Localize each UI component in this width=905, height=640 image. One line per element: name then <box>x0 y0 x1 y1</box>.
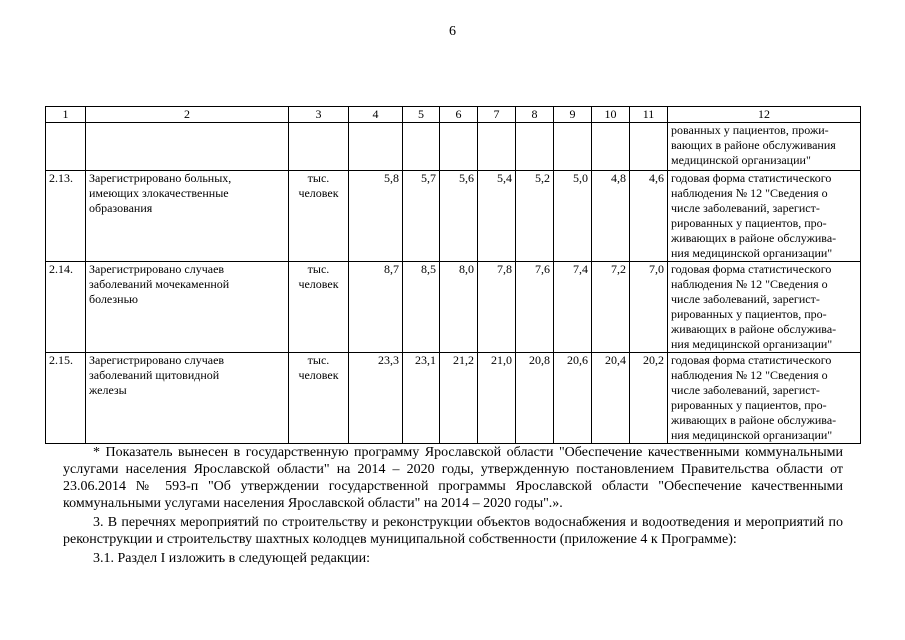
paragraph-3-1: 3.1. Раздел I изложить в следующей редакции: <box>93 551 371 566</box>
value-cell <box>440 123 478 171</box>
row-number-cell: 2.13. <box>46 171 86 262</box>
table-row <box>46 262 861 353</box>
column-header: 5 <box>403 107 440 123</box>
unit-cell <box>289 123 349 171</box>
indicators-table <box>45 106 861 444</box>
value-cell: 8,5 <box>403 262 440 353</box>
row-number-cell: 2.14. <box>46 262 86 353</box>
value-cell <box>403 123 440 171</box>
notes-block <box>63 444 843 567</box>
indicator-name-cell: Зарегистрировано больных, имеющих злокачественные образования <box>86 171 289 262</box>
column-header: 12 <box>668 107 861 123</box>
footnote: * Показатель вынесен в государственную программу Ярославской области "Обеспечение качественными коммунальными услугами населения Ярославской области" на 2014 – 2020 годы, утвержденную постановлением Правительства области от 23.06.2014 № 593-п "Об утверждении государственной программы Ярославской области "Обеспечение качественными коммунальными услугами населения Ярославской области" на 2014 – 2020 годы".». <box>63 445 843 511</box>
value-cell: 7,6 <box>516 262 554 353</box>
value-cell: 20,4 <box>592 353 630 444</box>
indicator-name-cell: Зарегистрировано случаев заболеваний мочекаменной болезнью <box>86 262 289 353</box>
column-header: 1 <box>46 107 86 123</box>
value-cell: 5,0 <box>554 171 592 262</box>
column-header: 11 <box>630 107 668 123</box>
value-cell: 21,0 <box>478 353 516 444</box>
column-header: 8 <box>516 107 554 123</box>
source-cell: годовая форма статистического наблюдения № 12 "Сведения о числе заболеваний, зарегист- рированных у пациентов, про- живающих в районе обслужива- ния медицинской организации" <box>668 353 861 444</box>
value-cell: 7,0 <box>630 262 668 353</box>
value-cell <box>478 123 516 171</box>
value-cell: 23,1 <box>403 353 440 444</box>
source-cell: годовая форма статистического наблюдения № 12 "Сведения о числе заболеваний, зарегист- рированных у пациентов, про- живающих в районе обслужива- ния медицинской организации" <box>668 262 861 353</box>
unit-cell: тыс. человек <box>289 171 349 262</box>
value-cell: 5,6 <box>440 171 478 262</box>
value-cell: 5,8 <box>349 171 403 262</box>
column-header: 9 <box>554 107 592 123</box>
value-cell: 5,7 <box>403 171 440 262</box>
value-cell: 8,0 <box>440 262 478 353</box>
value-cell: 7,8 <box>478 262 516 353</box>
value-cell: 7,4 <box>554 262 592 353</box>
column-header: 7 <box>478 107 516 123</box>
row-number-cell: 2.15. <box>46 353 86 444</box>
value-cell: 4,8 <box>592 171 630 262</box>
unit-cell: тыс. человек <box>289 262 349 353</box>
column-header: 6 <box>440 107 478 123</box>
value-cell: 4,6 <box>630 171 668 262</box>
indicator-name-cell <box>86 123 289 171</box>
page-number: 6 <box>449 24 456 39</box>
indicator-name-cell: Зарегистрировано случаев заболеваний щитовидной железы <box>86 353 289 444</box>
value-cell: 5,2 <box>516 171 554 262</box>
value-cell: 20,2 <box>630 353 668 444</box>
value-cell: 20,6 <box>554 353 592 444</box>
column-header: 4 <box>349 107 403 123</box>
row-number-cell <box>46 123 86 171</box>
value-cell: 20,8 <box>516 353 554 444</box>
column-header: 10 <box>592 107 630 123</box>
source-cell: годовая форма статистического наблюдения № 12 "Сведения о числе заболеваний, зарегист- рированных у пациентов, про- живающих в районе обслужива- ния медицинской организации" <box>668 171 861 262</box>
column-header: 3 <box>289 107 349 123</box>
table-header-row <box>46 107 861 123</box>
table-row <box>46 171 861 262</box>
value-cell: 23,3 <box>349 353 403 444</box>
value-cell <box>349 123 403 171</box>
table-row <box>46 123 861 171</box>
value-cell <box>592 123 630 171</box>
value-cell: 8,7 <box>349 262 403 353</box>
value-cell: 7,2 <box>592 262 630 353</box>
value-cell <box>554 123 592 171</box>
source-cell: рованных у пациентов, прожи- вающих в районе обслуживания медицинской организации" <box>668 123 861 171</box>
paragraph-3: 3. В перечнях мероприятий по строительству и реконструкции объектов водоснабжения и водоотведения и мероприятий по реконструкции и строительству шахтных колодцев муниципальной собственности (приложение 4 к Программе): <box>63 515 843 547</box>
value-cell <box>630 123 668 171</box>
column-header: 2 <box>86 107 289 123</box>
value-cell: 21,2 <box>440 353 478 444</box>
table-row <box>46 353 861 444</box>
value-cell <box>516 123 554 171</box>
unit-cell: тыс. человек <box>289 353 349 444</box>
value-cell: 5,4 <box>478 171 516 262</box>
